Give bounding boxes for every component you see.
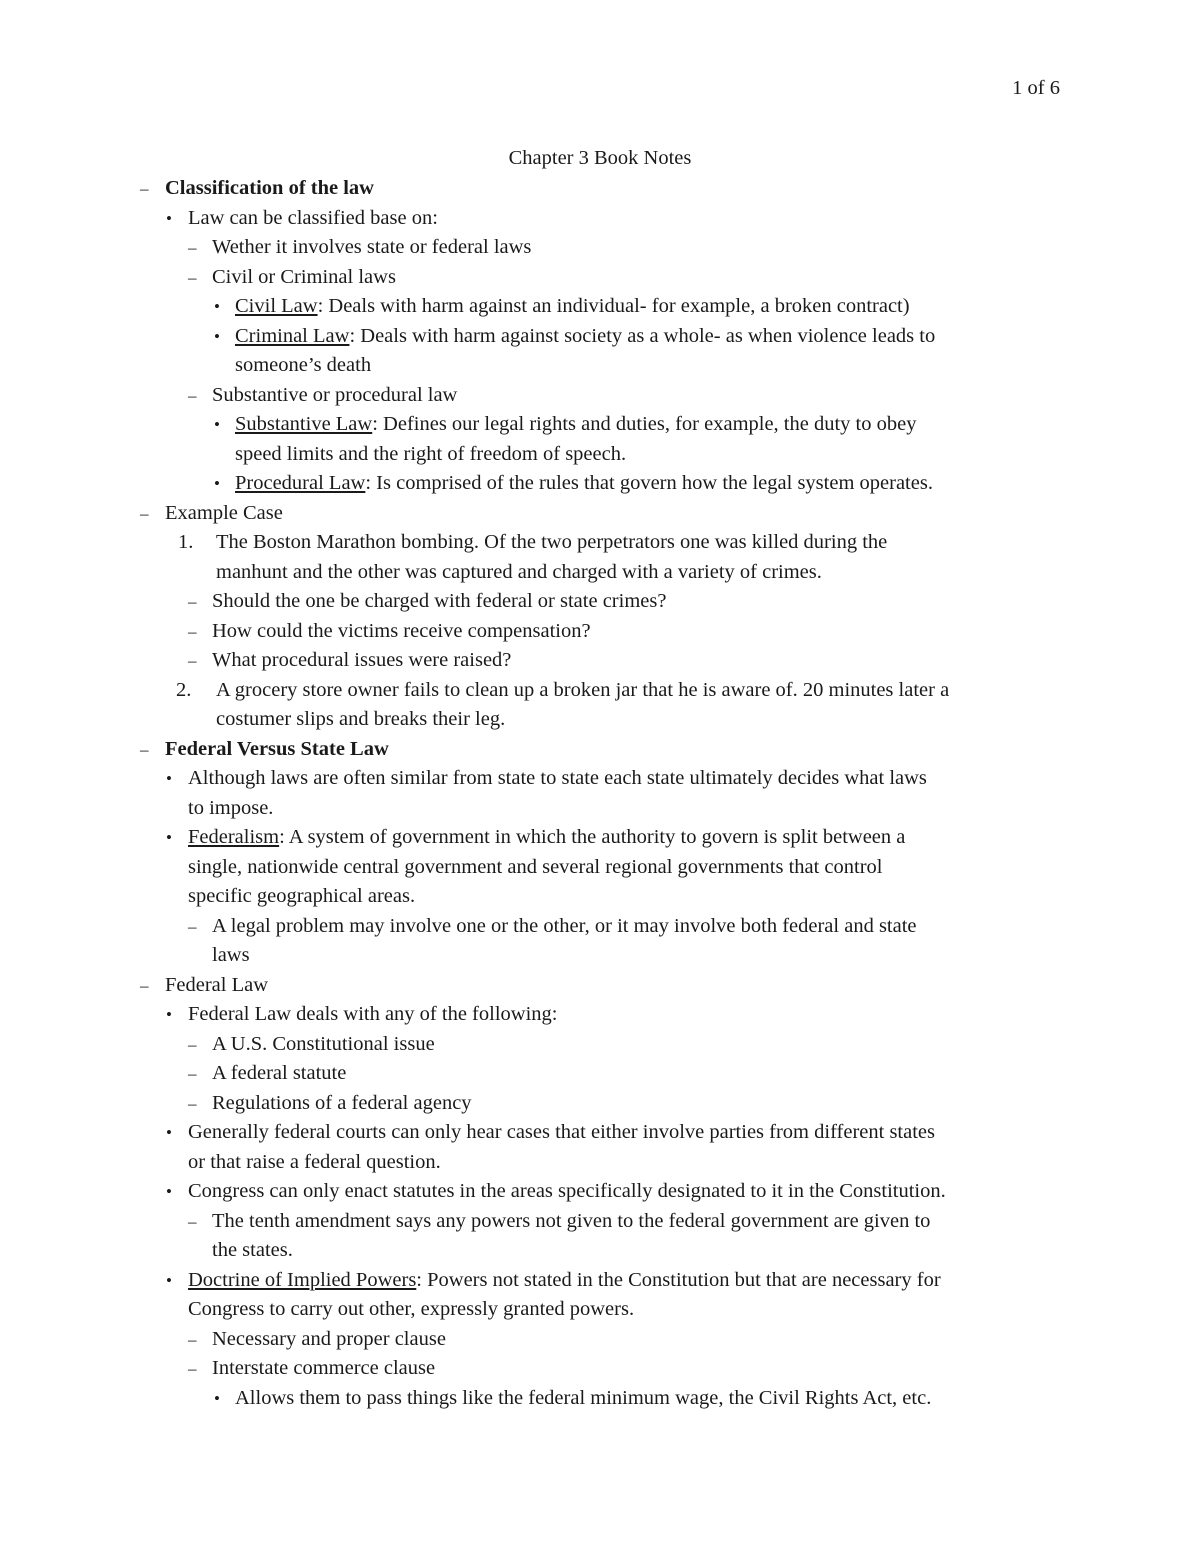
list-item: – What procedural issues were raised? [140, 646, 1065, 676]
dash-marker: – [188, 1093, 197, 1113]
bullet-marker: • [214, 1388, 220, 1408]
dash-marker: – [188, 385, 197, 405]
bullet-marker: • [214, 474, 220, 493]
list-item-continuation: the states. [212, 1239, 293, 1261]
term-criminal-law: Criminal Law [235, 324, 350, 347]
term-procedural-law: Procedural Law [235, 472, 366, 494]
dash-marker: – [188, 916, 197, 936]
dash-marker: – [140, 503, 149, 523]
list-item-continuation: or that raise a federal question. [188, 1150, 441, 1173]
bullet-marker: • [214, 326, 220, 346]
bullet-marker: • [214, 415, 220, 434]
list-item: • Congress can only enact statutes in the areas specifically designated to it in the Constitution. [140, 1177, 1065, 1207]
list-item: – A federal statute [140, 1059, 1065, 1089]
section-heading-example-case: – Example Case [140, 499, 1065, 529]
term-implied-powers: Doctrine of Implied Powers [188, 1268, 417, 1291]
term-federalism: Federalism [188, 826, 280, 848]
dash-marker: – [140, 975, 149, 995]
dash-marker: – [188, 1329, 197, 1349]
list-item: – Wether it involves state or federal laws [140, 233, 1065, 263]
list-item: – Civil or Criminal laws [140, 263, 1065, 293]
numbered-item: 2. A grocery store owner fails to clean up a broken jar that he is aware of. 20 minutes later a [140, 676, 1065, 706]
definition-substantive-law: • Substantive Law: Defines our legal rights and duties, for example, the duty to obey [140, 410, 1065, 440]
dash-marker: – [188, 592, 197, 611]
definition-civil-law: • Civil Law: Deals with harm against an individual- for example, a broken contract) [140, 292, 1065, 322]
bullet-marker: • [166, 1123, 172, 1142]
notes-body [140, 174, 1065, 1413]
section-heading-federal-law: – Federal Law [140, 971, 1065, 1001]
term-substantive-law: Substantive Law [235, 413, 373, 435]
dash-marker: – [188, 1034, 197, 1054]
list-item-continuation: laws [212, 944, 250, 966]
dash-marker: – [140, 179, 149, 198]
definition-implied-powers: • Doctrine of Implied Powers: Powers not stated in the Constitution but that are necessary for [140, 1266, 1065, 1296]
section-heading-classification: – Classification of the law [140, 174, 1065, 204]
bullet-marker: • [166, 769, 172, 788]
list-item-continuation: Congress to carry out other, expressly granted powers. [188, 1298, 635, 1320]
dash-marker: – [188, 621, 197, 641]
definition-federalism: • Federalism: A system of government in which the authority to govern is split between a [140, 823, 1065, 853]
document-title: Chapter 3 Book Notes [508, 147, 692, 169]
bullet-marker: • [166, 1182, 172, 1201]
bullet-marker: • [166, 1005, 172, 1024]
list-item-continuation: to impose. [188, 796, 274, 819]
list-item: • Generally federal courts can only hear cases that either involve parties from different states [140, 1118, 1065, 1148]
numbered-item: 1. The Boston Marathon bombing. Of the two perpetrators one was killed during the [140, 528, 1065, 558]
list-item: • Federal Law deals with any of the following: [140, 1000, 1065, 1030]
definition-criminal-law: • Criminal Law: Deals with harm against society as a whole- as when violence leads to [140, 322, 1065, 352]
list-item: – A legal problem may involve one or the other, or it may involve both federal and state [140, 912, 1065, 942]
list-item: – A U.S. Constitutional issue [140, 1030, 1065, 1060]
dash-marker: – [188, 1211, 197, 1231]
list-item-continuation: single, nationwide central government and several regional governments that control [188, 855, 883, 878]
term-civil-law: Civil Law [235, 295, 318, 317]
bullet-marker: • [166, 208, 172, 228]
list-item-continuation: speed limits and the right of freedom of speech. [235, 442, 627, 465]
list-item: – The tenth amendment says any powers not given to the federal government are given to [140, 1207, 1065, 1237]
numbered-item-continuation: costumer slips and breaks their leg. [216, 708, 506, 730]
dash-marker: – [188, 1064, 197, 1083]
list-item: – Regulations of a federal agency [140, 1089, 1065, 1119]
list-item: – Interstate commerce clause [140, 1354, 1065, 1384]
list-item: – How could the victims receive compensation? [140, 617, 1065, 647]
dash-marker: – [188, 267, 197, 287]
page-number: 1 of 6 [1012, 77, 1060, 99]
list-item: – Necessary and proper clause [140, 1325, 1065, 1355]
dash-marker: – [188, 651, 197, 670]
list-item-continuation: someone’s death [235, 354, 372, 376]
list-item: • Law can be classified base on: [140, 204, 1065, 234]
list-item: – Substantive or procedural law [140, 381, 1065, 411]
list-item: • Allows them to pass things like the federal minimum wage, the Civil Rights Act, etc. [140, 1384, 1065, 1414]
list-item: • Although laws are often similar from state to state each state ultimately decides what laws [140, 764, 1065, 794]
numbered-item-continuation: manhunt and the other was captured and charged with a variety of crimes. [216, 560, 822, 583]
bullet-marker: • [214, 297, 220, 316]
dash-marker: – [140, 739, 149, 759]
section-heading-federal-vs-state: – Federal Versus State Law [140, 735, 1065, 765]
list-item-continuation: specific geographical areas. [188, 885, 416, 907]
bullet-marker: • [166, 1270, 172, 1290]
list-item: – Should the one be charged with federal or state crimes? [140, 587, 1065, 617]
definition-procedural-law: • Procedural Law: Is comprised of the rules that govern how the legal system operates. [140, 469, 1065, 499]
dash-marker: – [188, 238, 197, 257]
dash-marker: – [188, 1359, 197, 1378]
number-marker: 2. [176, 678, 192, 701]
number-marker: 1. [178, 531, 194, 553]
bullet-marker: • [166, 828, 172, 847]
